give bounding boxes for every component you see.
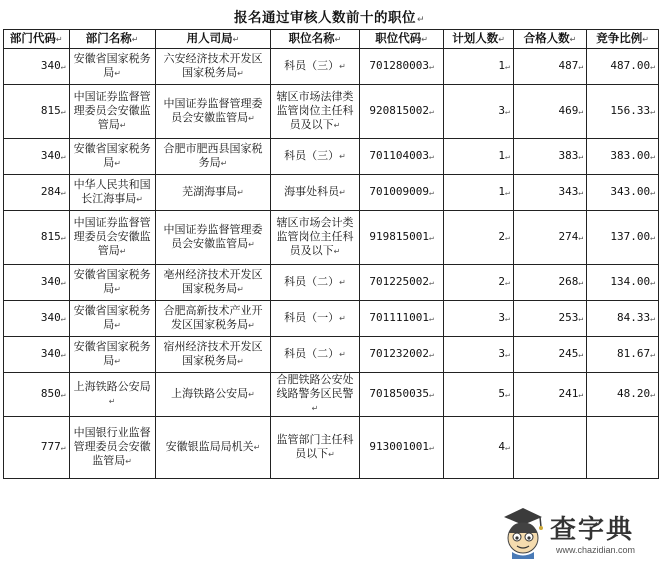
cell-qualified: 274↵ [513,211,586,265]
cell-bureau: 六安经济技术开发区国家税务局↵ [155,49,271,85]
cell-position: 监管部门主任科员以下↵ [271,417,359,479]
cell-bureau: 合肥高新技术产业开发区国家税务局↵ [155,301,271,337]
cell-position-code: 913001001↵ [359,417,444,479]
cell-position-code: 701009009↵ [359,175,444,211]
cell-plan: 2↵ [444,265,513,301]
table-row [4,265,659,301]
cell-ratio: 48.20↵ [587,373,659,417]
cell-position: 科员（二）↵ [271,337,359,373]
paragraph-mark: ↵ [416,15,426,25]
cell-bureau: 亳州经济技术开发区国家税务局↵ [155,265,271,301]
cell-plan: 4↵ [444,417,513,479]
cell-dept-name: 中国证券监督管理委员会安徽监管局↵ [69,85,155,139]
cell-dept-code: 340↵ [4,337,70,373]
cell-dept-code: 815↵ [4,85,70,139]
cell-ratio: 156.33↵ [587,85,659,139]
cell-dept-code: 340↵ [4,301,70,337]
cell-plan: 2↵ [444,211,513,265]
table-row [4,139,659,175]
table-row [4,301,659,337]
cell-qualified [513,417,586,479]
cell-position-code: 701232002↵ [359,337,444,373]
cell-dept-code: 284↵ [4,175,70,211]
watermark-title: 查字典 [550,515,635,545]
cell-dept-code: 340↵ [4,49,70,85]
table-row [4,85,659,139]
cell-position-code: 701104003↵ [359,139,444,175]
cell-ratio: 134.00↵ [587,265,659,301]
cell-plan: 3↵ [444,85,513,139]
cell-position: 合肥铁路公安处线路警务区民警↵ [271,373,359,417]
scholar-mascot-icon [500,505,546,559]
cell-qualified: 241↵ [513,373,586,417]
cell-ratio: 383.00↵ [587,139,659,175]
table-body [4,49,659,479]
cell-plan: 3↵ [444,301,513,337]
cell-position-code: 701850035↵ [359,373,444,417]
table-row [4,175,659,211]
cell-qualified: 469↵ [513,85,586,139]
cell-bureau: 上海铁路公安局↵ [155,373,271,417]
cell-position: 科员（三）↵ [271,139,359,175]
col-header-plan: 计划人数↵ [444,30,513,49]
cell-bureau: 中国证券监督管理委员会安徽监管局↵ [155,85,271,139]
cell-ratio: 137.00↵ [587,211,659,265]
table-row [4,417,659,479]
cell-qualified: 253↵ [513,301,586,337]
cell-dept-name: 上海铁路公安局↵ [69,373,155,417]
cell-dept-code: 850↵ [4,373,70,417]
cell-dept-code: 340↵ [4,139,70,175]
cell-qualified: 268↵ [513,265,586,301]
cell-qualified: 245↵ [513,337,586,373]
col-header-qualified: 合格人数↵ [513,30,586,49]
cell-dept-name: 安徽省国家税务局↵ [69,139,155,175]
cell-plan: 1↵ [444,49,513,85]
cell-bureau: 安徽银监局局机关↵ [155,417,271,479]
cell-dept-name: 安徽省国家税务局↵ [69,337,155,373]
cell-bureau: 宿州经济技术开发区国家税务局↵ [155,337,271,373]
cell-ratio [587,417,659,479]
cell-position: 科员（一）↵ [271,301,359,337]
cell-plan: 1↵ [444,175,513,211]
col-header-position-code: 职位代码↵ [359,30,444,49]
watermark-logo [498,505,658,561]
col-header-position: 职位名称↵ [271,30,359,49]
cell-bureau: 合肥市肥西县国家税务局↵ [155,139,271,175]
cell-ratio: 343.00↵ [587,175,659,211]
cell-ratio: 81.67↵ [587,337,659,373]
cell-dept-name: 安徽省国家税务局↵ [69,49,155,85]
cell-position: 科员（三）↵ [271,49,359,85]
table-row [4,49,659,85]
header-row [4,30,659,49]
cell-plan: 5↵ [444,373,513,417]
cell-ratio: 84.33↵ [587,301,659,337]
cell-qualified: 343↵ [513,175,586,211]
document-title [0,6,659,26]
watermark-url: www.chazidian.com [556,545,636,555]
col-header-dept-name: 部门名称↵ [69,30,155,49]
cell-position-code: 701111001↵ [359,301,444,337]
title-text: 报名通过审核人数前十的职位 [233,10,416,26]
cell-dept-name: 安徽省国家税务局↵ [69,301,155,337]
cell-position-code: 919815001↵ [359,211,444,265]
cell-dept-name: 中华人民共和国长江海事局↵ [69,175,155,211]
cell-position: 海事处科员↵ [271,175,359,211]
col-header-dept-code: 部门代码↵ [4,30,70,49]
cell-bureau: 中国证券监督管理委员会安徽监管局↵ [155,211,271,265]
col-header-bureau: 用人司局↵ [155,30,271,49]
col-header-ratio: 竞争比例↵ [587,30,659,49]
cell-position: 辖区市场会计类监管岗位主任科员及以下↵ [271,211,359,265]
cell-plan: 1↵ [444,139,513,175]
table-row [4,337,659,373]
cell-ratio: 487.00↵ [587,49,659,85]
table-row [4,373,659,417]
positions-table [3,29,659,479]
table-row [4,211,659,265]
cell-position: 科员（二）↵ [271,265,359,301]
cell-dept-code: 777↵ [4,417,70,479]
cell-dept-code: 340↵ [4,265,70,301]
cell-dept-name: 安徽省国家税务局↵ [69,265,155,301]
cell-dept-code: 815↵ [4,211,70,265]
cell-dept-name: 中国银行业监督管理委员会安徽监管局↵ [69,417,155,479]
cell-bureau: 芜湖海事局↵ [155,175,271,211]
cell-position-code: 701280003↵ [359,49,444,85]
cell-plan: 3↵ [444,337,513,373]
cell-position: 辖区市场法律类监管岗位主任科员及以下↵ [271,85,359,139]
cell-dept-name: 中国证券监督管理委员会安徽监管局↵ [69,211,155,265]
cell-position-code: 701225002↵ [359,265,444,301]
cell-qualified: 383↵ [513,139,586,175]
cell-qualified: 487↵ [513,49,586,85]
cell-position-code: 920815002↵ [359,85,444,139]
